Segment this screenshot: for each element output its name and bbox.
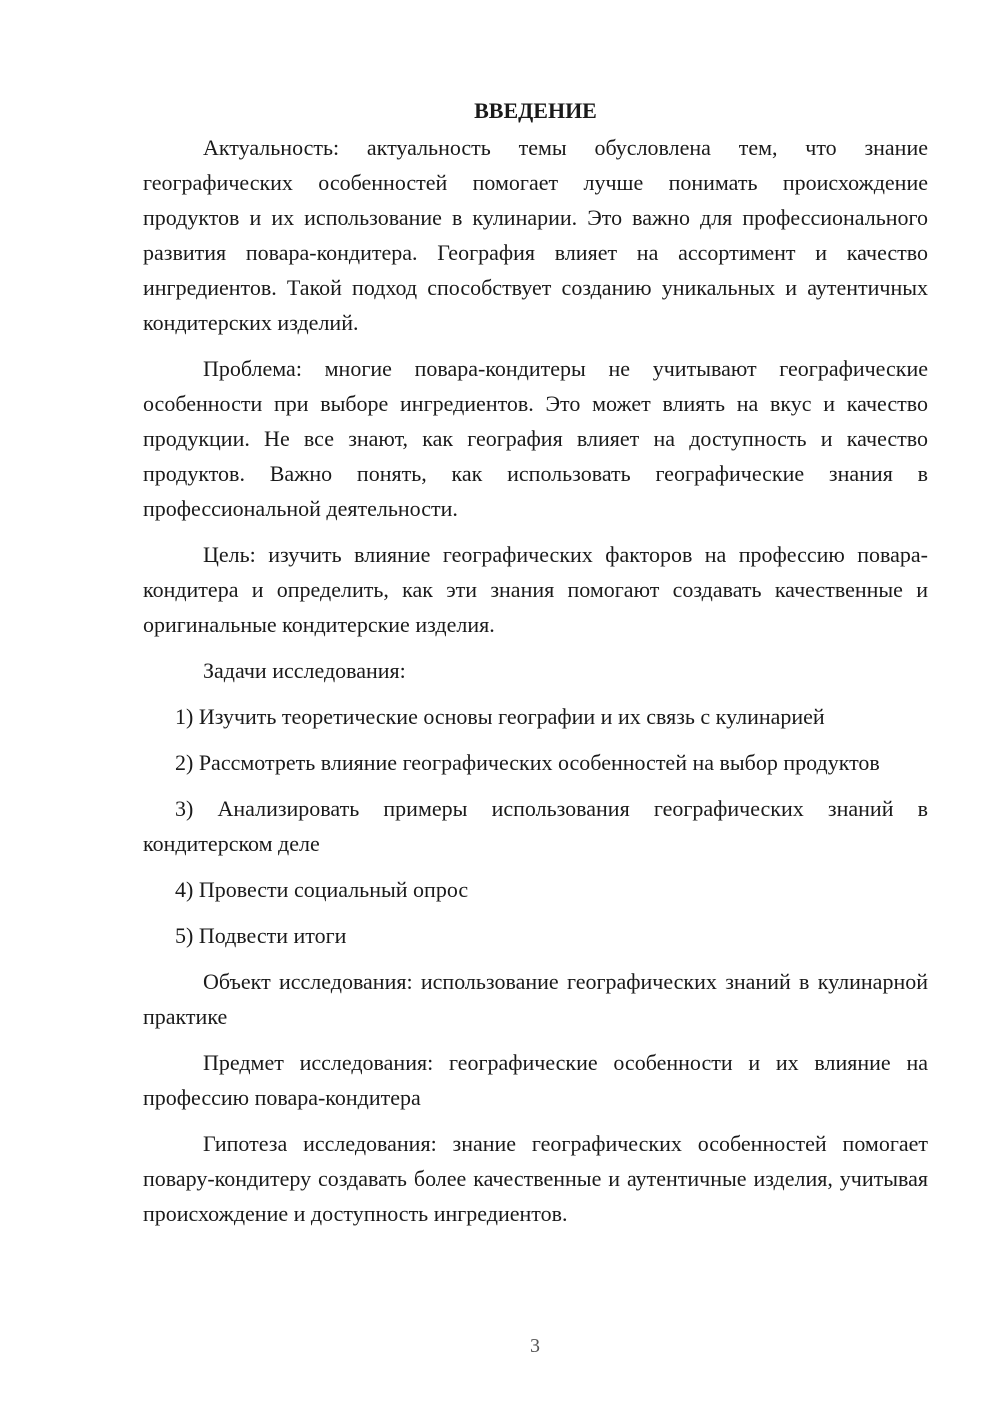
problem-paragraph: Проблема: многие повара-кондитеры не учитывают географические особенности при выборе ингредиентов. Это может влиять на вкус и качество продукции. Не все знают, как география влияет на доступность и качество продуктов. Важно понять, как использовать географические знания в профессиональной деятельности. (143, 356, 928, 521)
hypothesis-paragraph: Гипотеза исследования: знание географических особенностей помогает повару-кондитеру создавать более качественные и аутентичные изделия, учитывая происхождение и доступность ингредиентов. (143, 1131, 928, 1226)
task-item-3: 3) Анализировать примеры использования географических знаний в кондитерском деле (143, 796, 928, 856)
task-item-4: 4) Провести социальный опрос (175, 877, 469, 902)
page-number: 3 (530, 1335, 540, 1357)
task-item-5: 5) Подвести итоги (175, 923, 347, 948)
object-paragraph: Объект исследования: использование географических знаний в кулинарной практике (143, 969, 928, 1029)
goal-paragraph: Цель: изучить влияние географических факторов на профессию повара-кондитера и определить, как эти знания помогают создавать качественные и оригинальные кондитерские изделия. (143, 542, 928, 637)
tasks-heading: Задачи исследования: (203, 658, 406, 683)
relevance-paragraph: Актуальность: актуальность темы обусловлена тем, что знание географических особенностей помогает лучше понимать происхождение продуктов и их использование в кулинарии. Это важно для профессионального развития повара-кондитера. География влияет на ассортимент и качество ингредиентов. Такой подход способствует созданию уникальных и аутентичных кондитерских изделий. (143, 135, 928, 335)
page-content (143, 96, 928, 1242)
task-item-1: 1) Изучить теоретические основы географии и их связь с кулинарией (175, 704, 825, 729)
page-title: ВВЕДЕНИЕ (474, 98, 597, 123)
subject-paragraph: Предмет исследования: географические особенности и их влияние на профессию повара-кондитера (143, 1050, 928, 1110)
task-item-2: 2) Рассмотреть влияние географических особенностей на выбор продуктов (175, 750, 880, 775)
